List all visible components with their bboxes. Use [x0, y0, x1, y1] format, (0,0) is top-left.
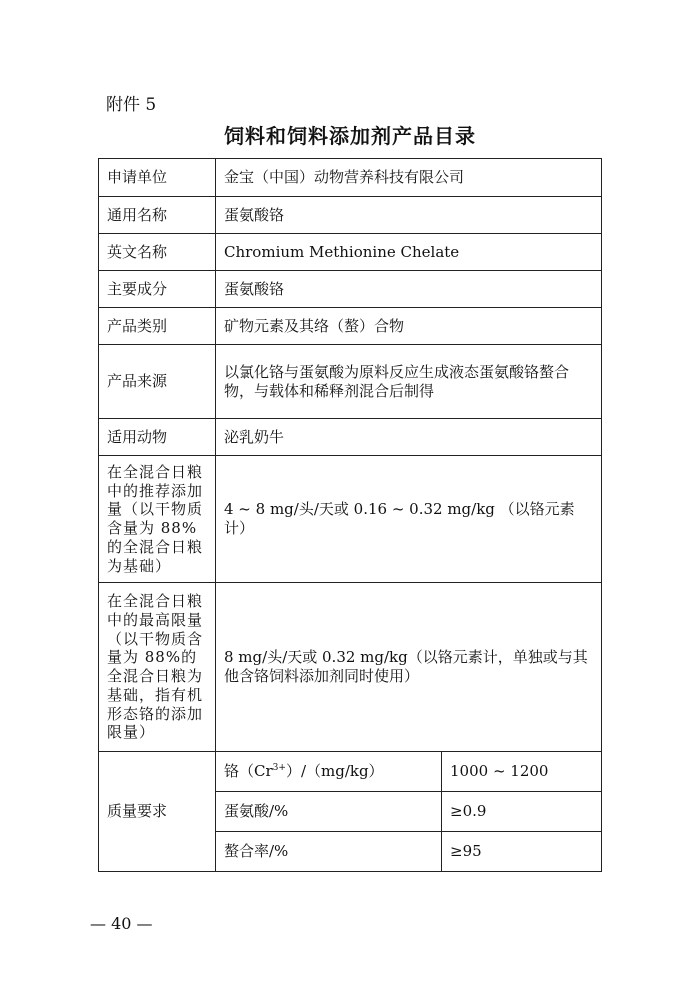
applicant-label: 申请单位 — [99, 159, 216, 197]
animal-value: 泌乳奶牛 — [216, 419, 602, 456]
chromium-value: 1000 ~ 1200 — [442, 752, 602, 792]
chelation-value: ≥95 — [442, 832, 602, 872]
table-row — [99, 271, 602, 308]
table-row — [99, 234, 602, 271]
common-name-value: 蛋氨酸铬 — [216, 197, 602, 234]
english-name-label: 英文名称 — [99, 234, 216, 271]
chromium-label-prefix: 铬（Cr — [224, 762, 273, 781]
methionine-value: ≥0.9 — [442, 792, 602, 832]
common-name-label: 通用名称 — [99, 197, 216, 234]
chromium-label — [216, 752, 442, 792]
recommended-dose-value: 4 ~ 8 mg/头/天或 0.16 ~ 0.32 mg/kg （以铬元素计） — [216, 456, 602, 583]
quality-label: 质量要求 — [99, 752, 216, 872]
table-row — [99, 345, 602, 419]
table-row — [99, 752, 602, 792]
applicant-value: 金宝（中国）动物营养科技有限公司 — [216, 159, 602, 197]
page-title: 饲料和饲料添加剂产品目录 — [224, 124, 476, 148]
animal-label: 适用动物 — [99, 419, 216, 456]
max-limit-label: 在全混合日粮中的最高限量（以干物质含量为 88%的全混合日粮为基础，指有机形态铬的添加限量） — [99, 583, 216, 752]
main-ingredient-label: 主要成分 — [99, 271, 216, 308]
page-number: — 40 — — [90, 914, 153, 933]
chromium-superscript: 3+ — [272, 763, 286, 774]
methionine-label: 蛋氨酸/% — [216, 792, 442, 832]
source-label: 产品来源 — [99, 345, 216, 419]
table-row — [99, 583, 602, 752]
category-label: 产品类别 — [99, 308, 216, 345]
table-row — [99, 308, 602, 345]
source-value: 以氯化铬与蛋氨酸为原料反应生成液态蛋氨酸铬螯合物，与载体和稀释剂混合后制得 — [216, 345, 602, 419]
table-row — [99, 419, 602, 456]
category-value: 矿物元素及其络（螯）合物 — [216, 308, 602, 345]
chelation-label: 螯合率/% — [216, 832, 442, 872]
product-catalog-table — [98, 158, 602, 872]
max-limit-value: 8 mg/头/天或 0.32 mg/kg（以铬元素计，单独或与其他含铬饲料添加剂同时使用） — [216, 583, 602, 752]
chromium-label-suffix: ）/（mg/kg） — [285, 762, 384, 781]
attachment-label: 附件 5 — [106, 95, 157, 115]
main-ingredient-value: 蛋氨酸铬 — [216, 271, 602, 308]
table-row — [99, 456, 602, 583]
table-row — [99, 159, 602, 197]
english-name-value: Chromium Methionine Chelate — [216, 234, 602, 271]
table-row — [99, 197, 602, 234]
recommended-dose-label: 在全混合日粮中的推荐添加量（以干物质含量为 88%的全混合日粮为基础） — [99, 456, 216, 583]
